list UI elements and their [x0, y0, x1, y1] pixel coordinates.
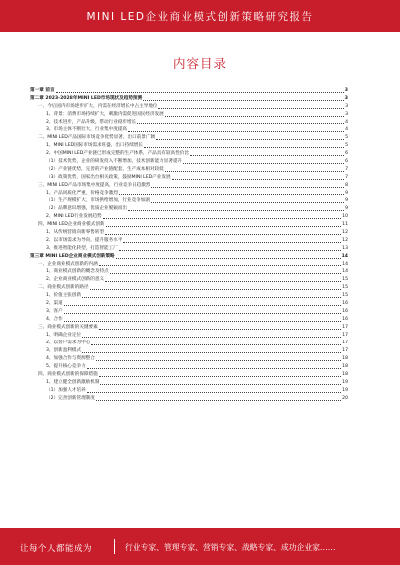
- toc-page-number: 6: [345, 159, 348, 164]
- toc-page-number: 8: [345, 182, 348, 188]
- toc-entry[interactable]: [30, 387, 348, 395]
- toc-entry[interactable]: [30, 166, 348, 174]
- toc-entry[interactable]: [30, 379, 348, 387]
- toc-leader-dots: [99, 265, 341, 266]
- footer-banner: [0, 528, 400, 565]
- toc-entry[interactable]: [30, 174, 348, 182]
- toc-page-number: 13: [342, 245, 348, 251]
- toc-entry[interactable]: [30, 158, 348, 166]
- toc-entry-text: 4、合作: [46, 316, 63, 322]
- toc-entry-text: 1、价值主张创新: [46, 293, 82, 299]
- toc-entry-text: 第一章 前言: [30, 87, 55, 93]
- toc-entry[interactable]: [30, 284, 348, 292]
- toc-entry[interactable]: [30, 332, 348, 340]
- toc-page-number: 3: [345, 111, 348, 117]
- toc-entry[interactable]: [30, 205, 348, 213]
- toc-leader-dots: [128, 210, 344, 211]
- toc-page-number: 17: [342, 348, 348, 354]
- toc-leader-dots: [82, 297, 341, 298]
- toc-entry-text: 2、技术进步，产品升级，带动行业稳步增长: [46, 119, 137, 125]
- toc-entry[interactable]: [30, 347, 348, 355]
- toc-leader-dots: [119, 250, 341, 251]
- toc-entry-text: 3、客户: [46, 308, 63, 314]
- toc-page-number: 11: [342, 222, 348, 228]
- toc-entry-text: （1）技术优势，企业的研发投入不断增加，技术创新能力显著提升: [46, 159, 183, 164]
- toc-leader-dots: [110, 273, 341, 274]
- footer-tagline: 行业专家、管理专家、营销专家、战略专家、成功企业家……: [125, 543, 336, 552]
- toc-leader-dots: [151, 187, 344, 188]
- toc-leader-dots: [64, 305, 341, 306]
- toc-leader-dots: [158, 108, 344, 109]
- toc-leader-dots: [172, 179, 345, 180]
- toc-entry-text: 1、从传统营销向新零售转型: [46, 230, 105, 236]
- toc-page-number: 10: [342, 214, 348, 220]
- toc-page-number: 18: [342, 356, 348, 362]
- toc-entry-text: 3、市场主体不断壮大，行业集中度提高: [46, 127, 128, 133]
- toc-entry[interactable]: [30, 245, 348, 253]
- toc-entry[interactable]: [30, 300, 348, 308]
- toc-leader-dots: [99, 376, 341, 377]
- toc-page-number: 16: [342, 316, 348, 322]
- toc-page-number: 14: [342, 261, 348, 267]
- toc-entry-text: 四、MINI LED企业商业模式创新: [38, 222, 105, 228]
- toc-page-number: 4: [345, 119, 348, 125]
- footer-slogan: 让每个人都能成为: [20, 544, 93, 554]
- toc-leader-dots: [105, 234, 341, 235]
- toc-page-number: 20: [342, 395, 348, 401]
- toc-entry-text: 1、产品同质化严重，价格竞争激烈: [46, 190, 118, 196]
- toc-entry-text: 2、企业商业模式创新的意义: [46, 277, 105, 283]
- toc-entry-text: 1、明确企业定位: [46, 332, 82, 338]
- toc-entry[interactable]: [30, 95, 348, 103]
- toc-leader-dots: [183, 163, 344, 164]
- toc-page-number: 3: [345, 103, 348, 109]
- toc-page-number: 9: [345, 198, 348, 204]
- toc-page-number: 12: [342, 237, 348, 243]
- toc-heading: 内容目录: [172, 56, 227, 71]
- toc-leader-dots: [96, 400, 341, 401]
- toc-page-number: 19: [342, 379, 348, 385]
- toc-entry-text: 三、MINI LED产品市场集中度提高，行业竞争日趋激烈: [38, 182, 151, 188]
- toc-page-number: 18: [342, 372, 348, 378]
- toc-page-number: 5: [345, 143, 348, 149]
- toc-entry-text: 5、提升核心竞争力: [46, 364, 86, 370]
- toc-page-number: 12: [342, 230, 348, 236]
- footer-divider: [114, 539, 115, 554]
- toc-entry[interactable]: [30, 229, 348, 237]
- toc-entry[interactable]: [30, 363, 348, 371]
- toc-entry-text: 2、以市场需求为导向，提升服务水平: [46, 237, 123, 243]
- toc-leader-dots: [156, 139, 344, 140]
- toc-entry[interactable]: [30, 103, 348, 111]
- toc-page-number: 9: [345, 206, 348, 212]
- toc-page-number: 15: [342, 285, 348, 291]
- toc-entry[interactable]: [30, 119, 348, 127]
- toc-entry-text: 二、商业模式创新的路径: [38, 285, 89, 291]
- header-banner: [0, 0, 400, 32]
- toc-entry-text: 三、商业模式创新的关键要素: [38, 324, 98, 330]
- toc-page-number: 15: [342, 293, 348, 299]
- toc-leader-dots: [116, 258, 341, 259]
- toc-leader-dots: [90, 289, 342, 290]
- toc-entry-text: 2、以客户需求为中心: [46, 340, 91, 346]
- toc-page-number: 14: [341, 253, 348, 259]
- toc-entry[interactable]: [30, 340, 348, 348]
- toc-page-number: 14: [342, 269, 348, 275]
- toc-page-number: 6: [345, 151, 348, 157]
- toc-entry-text: 一、今后国内市场逐步扩大，内需在经济增长中占主导地位: [38, 103, 158, 109]
- toc-leader-dots: [56, 92, 344, 93]
- toc-entry-text: 3、推进智能化转型，打造智能工厂: [46, 245, 118, 251]
- toc-leader-dots: [103, 218, 341, 219]
- toc-page-number: 4: [345, 127, 348, 133]
- toc-page-number: 17: [342, 332, 348, 338]
- toc-entry[interactable]: [30, 182, 348, 190]
- toc-entry-text: （2）品牌意识增强，优质企业脱颖而出: [46, 206, 128, 212]
- toc-leader-dots: [165, 116, 344, 117]
- toc-entry[interactable]: [30, 150, 348, 158]
- toc-entry-text: 四、商业模式创新的保障措施: [38, 372, 98, 378]
- toc-entry[interactable]: [30, 111, 348, 119]
- toc-leader-dots: [119, 194, 344, 195]
- toc-leader-dots: [190, 155, 344, 156]
- toc-entry-text: 4、加强合作与资源整合: [46, 356, 95, 362]
- toc-leader-dots: [128, 131, 344, 132]
- toc-leader-dots: [105, 281, 341, 282]
- toc-leader-dots: [64, 321, 341, 322]
- toc-leader-dots: [64, 313, 341, 314]
- toc-page-number: 16: [342, 308, 348, 314]
- toc-entry[interactable]: [30, 261, 348, 269]
- toc-entry[interactable]: [30, 197, 348, 205]
- toc-page-number: 15: [342, 277, 348, 283]
- document-title: MINI LED企业商业模式创新策略研究报告: [86, 11, 314, 23]
- toc-leader-dots: [87, 392, 341, 393]
- toc-entry-text: （2）完善创新管理制度: [46, 395, 95, 401]
- toc-page-number: 7: [345, 166, 348, 172]
- toc-entry-text: 3、创新盈利模式: [46, 348, 82, 354]
- toc-entry[interactable]: [30, 292, 348, 300]
- toc-entry[interactable]: [30, 134, 348, 142]
- toc-entry[interactable]: [30, 355, 348, 363]
- toc-leader-dots: [151, 202, 344, 203]
- toc-page-number: 3: [344, 95, 348, 101]
- toc-page-number: 5: [345, 135, 348, 141]
- toc-page-number: 17: [342, 340, 348, 346]
- toc-leader-dots: [143, 100, 344, 101]
- toc-entry-text: （1）生产规模扩大，市场供给增加，行业竞争加剧: [46, 198, 150, 204]
- toc-leader-dots: [82, 337, 341, 338]
- toc-entry-text: （1）加强人才培养: [46, 387, 86, 393]
- toc-entry[interactable]: [30, 371, 348, 379]
- toc-entry[interactable]: [30, 237, 348, 245]
- toc-entry[interactable]: [30, 268, 348, 276]
- toc-leader-dots: [137, 123, 344, 124]
- toc-entry[interactable]: [30, 316, 348, 324]
- toc-entry-text: 第二章 2023-2028年MINI LED市场现状及趋势预测: [30, 95, 143, 101]
- toc-entry-text: 二、MINI LED产品国际市场竞争优势显著，出口前景广阔: [38, 135, 156, 141]
- toc-page-number: 9: [345, 190, 348, 196]
- toc-entry-text: 一、企业商业模式创新的内涵: [38, 261, 98, 267]
- toc-entry-text: （3）政策优势，国家出台相关政策，鼓励MINI LED产业发展: [46, 174, 171, 180]
- toc-leader-dots: [106, 226, 342, 227]
- toc-entry[interactable]: [30, 395, 348, 403]
- toc-leader-dots: [82, 352, 341, 353]
- toc-leader-dots: [96, 360, 341, 361]
- toc-leader-dots: [123, 242, 341, 243]
- toc-leader-dots: [91, 344, 341, 345]
- toc-entry[interactable]: [30, 190, 348, 198]
- toc-leader-dots: [99, 329, 341, 330]
- toc-entry[interactable]: [30, 221, 348, 229]
- toc-entry[interactable]: [30, 308, 348, 316]
- toc-page-number: 18: [342, 364, 348, 370]
- toc-page-number: 16: [342, 301, 348, 307]
- toc-entry[interactable]: [30, 324, 348, 332]
- toc-entry-text: 1、MINI LED国际市场需求旺盛，出口持续增长: [46, 143, 143, 149]
- toc-entry[interactable]: [30, 213, 348, 221]
- table-of-contents: [30, 87, 348, 403]
- toc-entry-text: 第三章 MINI LED企业商业模式创新策略: [30, 253, 115, 259]
- toc-page-number: 3: [344, 87, 348, 93]
- toc-leader-dots: [100, 384, 341, 385]
- toc-entry[interactable]: [30, 253, 348, 261]
- toc-entry-text: 1、商业模式创新的概念及特点: [46, 269, 109, 275]
- toc-leader-dots: [165, 171, 344, 172]
- toc-leader-dots: [144, 147, 344, 148]
- toc-page-number: 17: [342, 324, 348, 330]
- toc-entry-text: （2）产业链优势，完善的产业链配套，生产成本相对较低: [46, 166, 164, 172]
- toc-entry-text: 1、背景：消费市场持续扩大，刺激内需促进国民经济发展: [46, 111, 164, 117]
- toc-entry[interactable]: [30, 126, 348, 134]
- toc-entry-text: 2、MINI LED行业发展趋势: [46, 214, 102, 220]
- toc-entry-text: 1、建立健全创新激励机制: [46, 379, 100, 385]
- toc-entry[interactable]: [30, 87, 348, 95]
- toc-page-number: 19: [342, 387, 348, 393]
- toc-page-number: 7: [345, 174, 348, 180]
- toc-entry-text: 2、中国MINI LED产业链已形成完整的生产体系，产品具有较高性价比: [46, 151, 189, 157]
- toc-entry-text: 2、渠道: [46, 301, 63, 307]
- toc-entry[interactable]: [30, 276, 348, 284]
- toc-entry[interactable]: [30, 142, 348, 150]
- toc-leader-dots: [87, 368, 341, 369]
